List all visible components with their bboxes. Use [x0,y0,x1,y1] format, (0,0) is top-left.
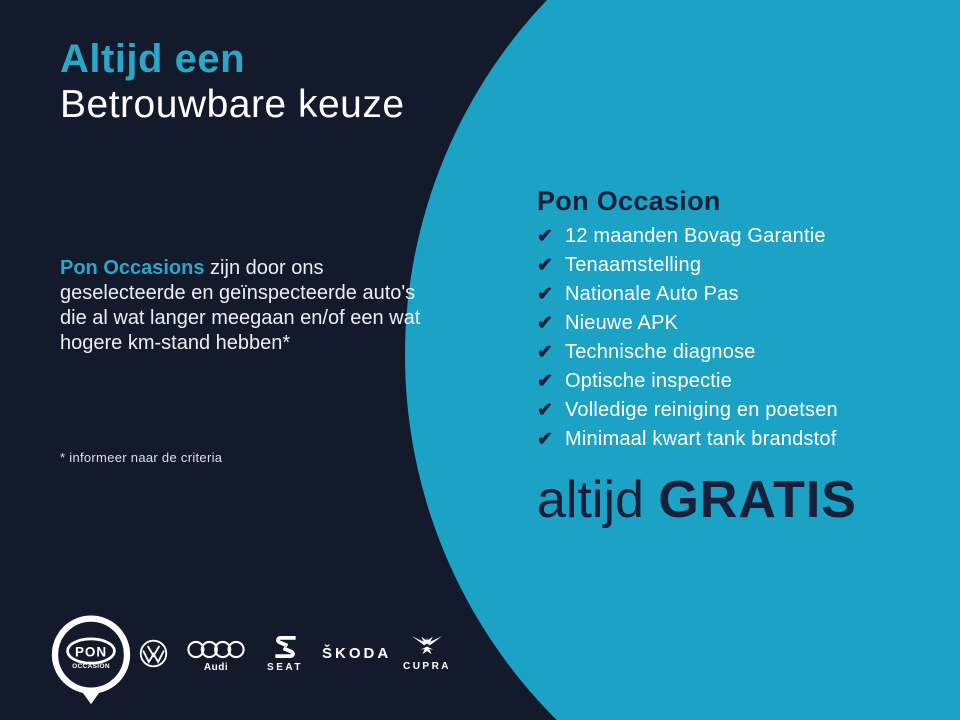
volkswagen-logo [139,639,168,668]
seat-wordmark: SEAT [267,662,303,673]
checklist-item [537,225,857,254]
audi-logo [186,640,246,673]
checklist-item [537,399,857,428]
check-icon: ✔ [537,429,554,450]
check-icon: ✔ [537,313,554,334]
pon-logo-text: PON [75,644,107,660]
tagline-light: altijd [537,471,644,529]
pon-occasion-logo [46,615,136,705]
cupra-emblem-icon [411,635,443,658]
checklist-item [537,341,857,370]
intro-lead: Pon Occasions [60,257,205,279]
pon-logo-subtext: OCCASION [72,663,110,671]
offer-checklist [537,225,857,457]
vw-icon [139,639,168,668]
checklist-item [537,283,857,312]
cupra-wordmark: CUPRA [402,661,452,672]
checklist-item [537,428,857,457]
check-icon: ✔ [537,226,554,247]
seat-logo [263,635,307,673]
check-icon: ✔ [537,255,554,276]
check-icon: ✔ [537,371,554,392]
checklist-item-label: 12 maanden Bovag Garantie [565,225,826,247]
checklist-item-label: Technische diagnose [565,341,756,363]
offer-heading: Pon Occasion [537,186,721,216]
audi-wordmark: Audi [203,662,229,673]
page-title [60,36,405,128]
checklist-item [537,254,857,283]
checklist-item [537,312,857,341]
checklist-item-label: Nationale Auto Pas [565,283,739,305]
checklist-item-label: Tenaamstelling [565,254,702,276]
footnote: * informeer naar de criteria [60,450,223,465]
check-icon: ✔ [537,342,554,363]
checklist-item-label: Optische inspectie [565,370,733,392]
cupra-logo [398,635,456,672]
checklist-item-label: Volledige reiniging en poetsen [565,399,838,421]
skoda-wordmark: ŠKODA [322,645,392,662]
title-line-1: Altijd een [60,37,246,81]
checklist-item [537,370,857,399]
pon-occasion-pin-icon [46,615,136,705]
tagline-bold: GRATIS [658,471,857,529]
offer-panel [537,186,857,530]
seat-s-icon [272,635,299,659]
tagline [537,470,857,530]
skoda-logo [322,645,392,662]
intro-body: zijn door ons geselecteerde en geïnspecteerde auto's die al wat langer meegaan en/of een wat hogere km-stand hebben* [60,257,421,354]
checklist-item-label: Nieuwe APK [565,312,679,334]
audi-rings-icon [187,640,245,659]
check-icon: ✔ [537,400,554,421]
checklist-item-label: Minimaal kwart tank brandstof [565,428,837,450]
intro-paragraph [60,256,422,356]
check-icon: ✔ [537,284,554,305]
title-line-2: Betrouwbare keuze [60,83,405,126]
